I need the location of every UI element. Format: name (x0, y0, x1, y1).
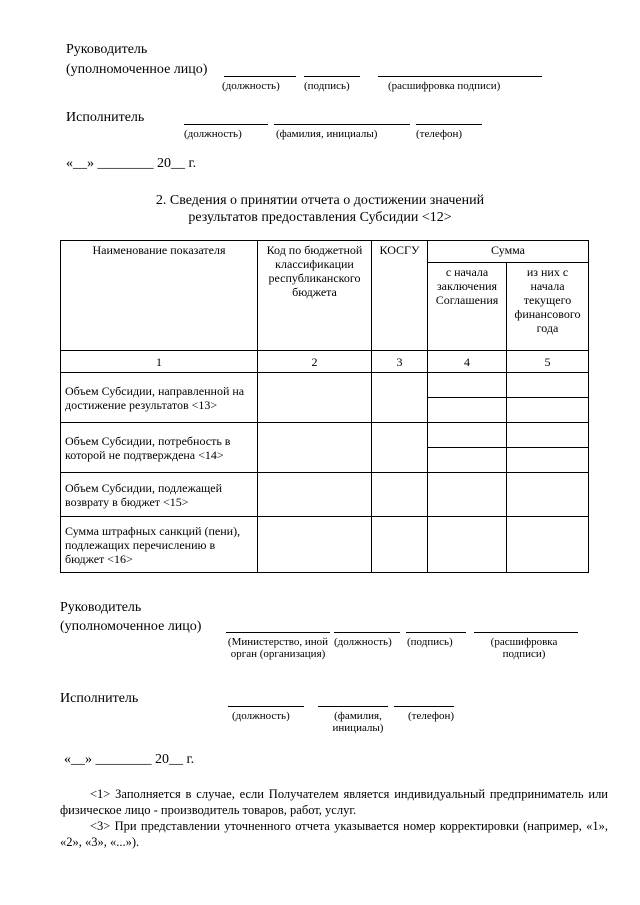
decoding-line (378, 76, 542, 77)
col-number-2: 2 (258, 351, 372, 373)
table-cell (507, 448, 589, 473)
bottom-executor-label: Исполнитель (60, 691, 139, 706)
authorized-label: (уполномоченное лицо) (66, 62, 208, 77)
table-cell (428, 517, 507, 573)
col-number-3: 3 (372, 351, 428, 373)
row-indicator-4: Сумма штрафных санкций (пени), подлежащих перечислению в бюджет <16> (61, 517, 258, 573)
bottom-position-line (334, 632, 400, 633)
table-cell (428, 473, 507, 517)
bottom-signature-caption: (подпись) (407, 636, 453, 648)
col-number-4: 4 (428, 351, 507, 373)
bottom-exec-name-line (318, 706, 388, 707)
date-line: «__» ________ 20__ г. (66, 156, 197, 171)
header-budget-code: Код по бюджетной классификации республиканского бюджета (258, 241, 372, 351)
row-indicator-2: Объем Субсидии, потребность в которой не подтверждена <14> (61, 423, 258, 473)
header-kosgu: КОСГУ (372, 241, 428, 351)
bottom-date-line: «__» ________ 20__ г. (64, 752, 195, 767)
ministry-caption: (Министерство, иной орган (организация) (227, 636, 329, 660)
table-cell (372, 517, 428, 573)
row-indicator-3: Объем Субсидии, подлежащей возврату в бюджет <15> (61, 473, 258, 517)
table-cell (258, 373, 372, 423)
footnote-3: <3> При представлении уточненного отчета указывается номер корректировки (например, «1», «2», «3», «...»). (60, 819, 608, 849)
bottom-authorized-label: (уполномоченное лицо) (60, 619, 202, 634)
bottom-decoding-caption: (расшифровка подписи) (490, 636, 558, 660)
executor-label: Исполнитель (66, 110, 145, 125)
table-cell (507, 473, 589, 517)
table-cell (507, 373, 589, 398)
position-line (224, 76, 296, 77)
bottom-exec-phone-caption: (телефон) (408, 710, 455, 722)
col-number-5: 5 (507, 351, 589, 373)
header-sum: Сумма (428, 241, 589, 263)
signature-line (304, 76, 360, 77)
col-number-1: 1 (61, 351, 258, 373)
bottom-exec-name-caption: (фамилия, инициалы) (332, 710, 384, 734)
header-current-year: из них с начала текущего финансового года (507, 263, 589, 351)
table-cell (507, 517, 589, 573)
signature-caption: (подпись) (304, 80, 350, 92)
table-cell (372, 423, 428, 473)
bottom-head-label: Руководитель (60, 600, 142, 615)
decoding-caption: (расшифровка подписи) (388, 80, 501, 92)
header-indicator: Наименование показателя (61, 241, 258, 351)
head-label: Руководитель (66, 42, 148, 57)
table-cell (507, 398, 589, 423)
table-cell (372, 373, 428, 423)
table-cell (428, 448, 507, 473)
bottom-exec-position-line (228, 706, 304, 707)
section-title-line2: результатов предоставления Субсидии <12> (188, 210, 452, 225)
bottom-exec-phone-line (394, 706, 454, 707)
table-cell (258, 423, 372, 473)
ministry-line (226, 632, 330, 633)
exec-position-caption: (должность) (184, 128, 242, 140)
exec-name-caption: (фамилия, инициалы) (276, 128, 378, 140)
bottom-exec-position-caption: (должность) (232, 710, 290, 722)
header-from-start: с начала заключения Соглашения (428, 263, 507, 351)
table-cell (507, 423, 589, 448)
exec-name-line (274, 124, 410, 125)
position-caption: (должность) (222, 80, 280, 92)
table-cell (428, 398, 507, 423)
table-cell (258, 517, 372, 573)
table-cell (428, 373, 507, 398)
section-title-line1: 2. Сведения о принятии отчета о достижении значений (155, 193, 485, 208)
results-table (60, 240, 589, 573)
table-cell (258, 473, 372, 517)
row-indicator-1: Объем Субсидии, направленной на достижение результатов <13> (61, 373, 258, 423)
table-cell (372, 473, 428, 517)
table-cell (428, 423, 507, 448)
bottom-signature-line (406, 632, 466, 633)
bottom-decoding-line (474, 632, 578, 633)
exec-phone-line (416, 124, 482, 125)
exec-phone-caption: (телефон) (416, 128, 463, 140)
bottom-position-caption: (должность) (334, 636, 392, 648)
exec-position-line (184, 124, 268, 125)
footnote-1: <1> Заполняется в случае, если Получателем является индивидуальный предприниматель или физическое лицо - производитель товаров, работ, услуг. (60, 787, 608, 817)
